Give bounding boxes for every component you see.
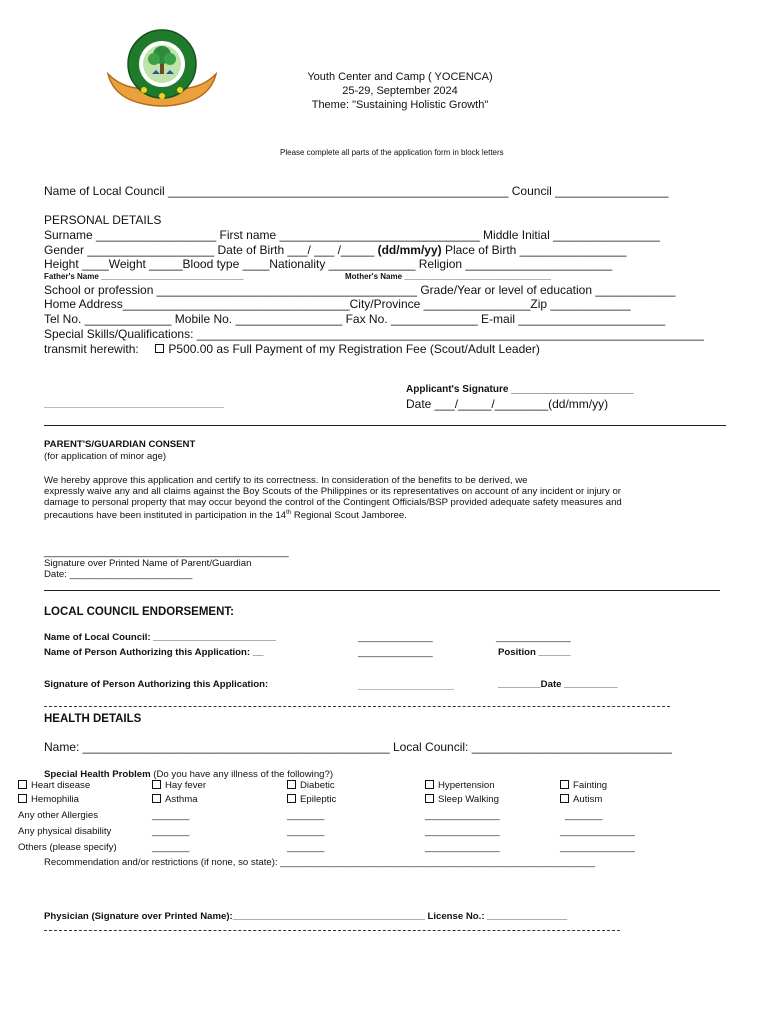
consent-paragraph-4b: Regional Scout Jamboree. — [291, 510, 407, 522]
dashed-divider — [44, 930, 620, 931]
authorizing-signature-label: Signature of Person Authorizing this Application: — [44, 679, 269, 690]
autism-checkbox[interactable] — [560, 794, 569, 803]
name-fields[interactable]: Surname __________________ First name ______________________________ Middle Initial ________________ — [44, 228, 660, 242]
contact-fields[interactable]: Tel No. _____________ Mobile No. ________________ Fax No. _____________ E-mail ______________________ — [44, 312, 666, 326]
hemophilia-checkbox[interactable] — [18, 794, 27, 803]
disability-blank-3[interactable]: ______________ — [425, 826, 500, 837]
skills-field[interactable]: Special Skills/Qualifications: ____________________________________________________________________________ — [44, 327, 704, 341]
asthma-label: Asthma — [165, 794, 198, 805]
gender-dob-label: Gender ___________________ Date of Birth ___/ ___ /_____ — [44, 243, 378, 257]
asthma-option[interactable] — [152, 794, 198, 805]
endorsement-council-blank[interactable]: ______________ — [358, 632, 433, 643]
physical-details-fields[interactable]: Height ____Weight _____Blood type ____Nationality _____________ Religion ______________________ — [44, 257, 613, 271]
sleep-walking-checkbox[interactable] — [425, 794, 434, 803]
consent-heading: PARENT'S/GUARDIAN CONSENT — [44, 439, 196, 450]
fainting-checkbox[interactable] — [560, 780, 569, 789]
consent-subheading: (for application of minor age) — [44, 451, 167, 462]
heart-disease-checkbox[interactable] — [18, 780, 27, 789]
special-health-question: (Do you have any illness of the following?) — [150, 769, 334, 780]
authorizing-person-field[interactable]: Name of Person Authorizing this Application: __ — [44, 647, 264, 658]
diabetic-option[interactable] — [287, 780, 335, 791]
dashed-divider — [44, 706, 670, 707]
authorizing-person-blank[interactable]: ______________ — [358, 647, 433, 658]
section-divider — [44, 590, 720, 591]
heart-disease-label: Heart disease — [31, 780, 91, 791]
allergies-blank-1[interactable]: _______ — [152, 810, 190, 821]
consent-paragraph-4 — [44, 508, 407, 521]
applicant-signature[interactable]: Applicant's Signature ______________________ — [406, 384, 634, 395]
epileptic-label: Epileptic — [300, 794, 337, 805]
hay-fever-option[interactable] — [152, 780, 206, 791]
hay-fever-label: Hay fever — [165, 780, 207, 791]
guardian-signature-label: Signature over Printed Name of Parent/Guardian — [44, 558, 252, 569]
autism-label: Autism — [573, 794, 603, 805]
special-health-row — [44, 769, 333, 780]
hypertension-label: Hypertension — [438, 780, 495, 791]
fainting-label: Fainting — [573, 780, 608, 791]
father-name-field[interactable]: Father's Name ________________________________ — [44, 272, 244, 281]
event-theme: Theme: "Sustaining Holistic Growth" — [311, 99, 489, 111]
endorsement-heading: LOCAL COUNCIL ENDORSEMENT: — [44, 606, 234, 618]
allergies-blank-4[interactable]: _______ — [565, 810, 603, 821]
section-divider — [44, 425, 726, 426]
guardian-date-field[interactable]: Date: _______________________ — [44, 569, 193, 580]
authorizing-signature-line[interactable] — [358, 689, 454, 690]
hemophilia-option[interactable] — [18, 794, 79, 805]
allergies-blank-3[interactable]: ______________ — [425, 810, 500, 821]
others-blank-4[interactable]: ______________ — [560, 842, 635, 853]
instruction-text: Please complete all parts of the application form in block letters — [280, 148, 504, 157]
epileptic-option[interactable] — [287, 794, 336, 805]
consent-paragraph-4a: precautions have been instituted in participation in the 14 — [44, 510, 287, 522]
transmit-label: transmit herewith: — [44, 342, 139, 356]
endorsement-council-blank-2[interactable]: ______________ — [496, 632, 571, 643]
autism-option[interactable] — [560, 794, 602, 805]
fee-checkbox[interactable] — [155, 344, 164, 353]
position-field[interactable]: Position ______ — [498, 647, 571, 658]
school-fields[interactable]: School or profession _______________________________________ Grade/Year or level of education ____________ — [44, 283, 676, 297]
hay-fever-checkbox[interactable] — [152, 780, 161, 789]
hypertension-checkbox[interactable] — [425, 780, 434, 789]
others-blank-2[interactable]: _______ — [287, 842, 325, 853]
applicant-date[interactable]: Date ___/_____/________(dd/mm/yy) — [406, 397, 609, 411]
health-heading: HEALTH DETAILS — [44, 713, 142, 725]
consent-superscript: th — [286, 510, 292, 516]
diabetic-label: Diabetic — [300, 780, 335, 791]
sleep-walking-label: Sleep Walking — [438, 794, 499, 805]
event-dates: 25-29, September 2024 — [342, 85, 458, 97]
place-of-birth-label: Place of Birth ________________ — [441, 243, 627, 257]
consent-paragraph-2: expressly waive any and all claims against the Boy Scouts of the Philippines or its representatives on account of any incident or injury or — [44, 486, 621, 497]
special-health-label: Special Health Problem — [44, 769, 151, 780]
date-format-hint: (dd/mm/yy) — [377, 243, 442, 257]
disability-blank-4[interactable]: ______________ — [560, 826, 635, 837]
disability-blank-1[interactable]: _______ — [152, 826, 190, 837]
sleep-walking-option[interactable] — [425, 794, 499, 805]
endorsement-date-field[interactable]: ________Date __________ — [498, 679, 618, 690]
consent-paragraph-1: We hereby approve this application and certify to its correctness. In consideration of the benefits to be derived, we — [44, 475, 528, 486]
allergies-label: Any other Allergies — [18, 810, 98, 821]
faint-line — [44, 407, 224, 408]
consent-paragraph-3: damage to personal property that may occur beyond the control of the Contingent Officials/BSP provided adequate safety measures and — [44, 497, 622, 508]
heart-disease-option[interactable] — [18, 780, 90, 791]
others-label: Others (please specify) — [18, 842, 117, 853]
hypertension-option[interactable] — [425, 780, 495, 791]
gender-dob-fields[interactable] — [44, 243, 626, 257]
epileptic-checkbox[interactable] — [287, 794, 296, 803]
jamboree-logo — [104, 28, 220, 110]
transmit-row — [44, 342, 540, 356]
others-blank-3[interactable]: ______________ — [425, 842, 500, 853]
health-name-council-field[interactable]: Name: ______________________________________________ Local Council: ______________________________ — [44, 740, 672, 754]
others-blank-1[interactable]: _______ — [152, 842, 190, 853]
recommendation-field[interactable]: Recommendation and/or restrictions (if none, so state): ___________________________________________________________ — [44, 857, 596, 868]
asthma-checkbox[interactable] — [152, 794, 161, 803]
disability-blank-2[interactable]: _______ — [287, 826, 325, 837]
allergies-blank-2[interactable]: _______ — [287, 810, 325, 821]
disability-label: Any physical disability — [18, 826, 112, 837]
diabetic-checkbox[interactable] — [287, 780, 296, 789]
hemophilia-label: Hemophilia — [31, 794, 79, 805]
local-council-field[interactable]: Name of Local Council ___________________________________________________ Council _________________ — [44, 184, 669, 198]
endorsement-council-field[interactable]: Name of Local Council: _______________________ — [44, 632, 276, 643]
personal-details-heading: PERSONAL DETAILS — [44, 213, 162, 227]
venue-title: Youth Center and Camp ( YOCENCA) — [307, 71, 493, 83]
address-fields[interactable]: Home Address__________________________________City/Province ________________Zip ____________ — [44, 297, 631, 311]
physician-signature-field[interactable]: Physician (Signature over Printed Name):____________________________________ License No.: _______________ — [44, 911, 568, 922]
guardian-signature-line[interactable]: ____________________________________________ — [44, 547, 289, 558]
fainting-option[interactable] — [560, 780, 607, 791]
mother-name-field[interactable]: Mother's Name _________________________________ — [345, 272, 552, 281]
fee-label: P500.00 as Full Payment of my Registration Fee (Scout/Adult Leader) — [168, 342, 540, 356]
